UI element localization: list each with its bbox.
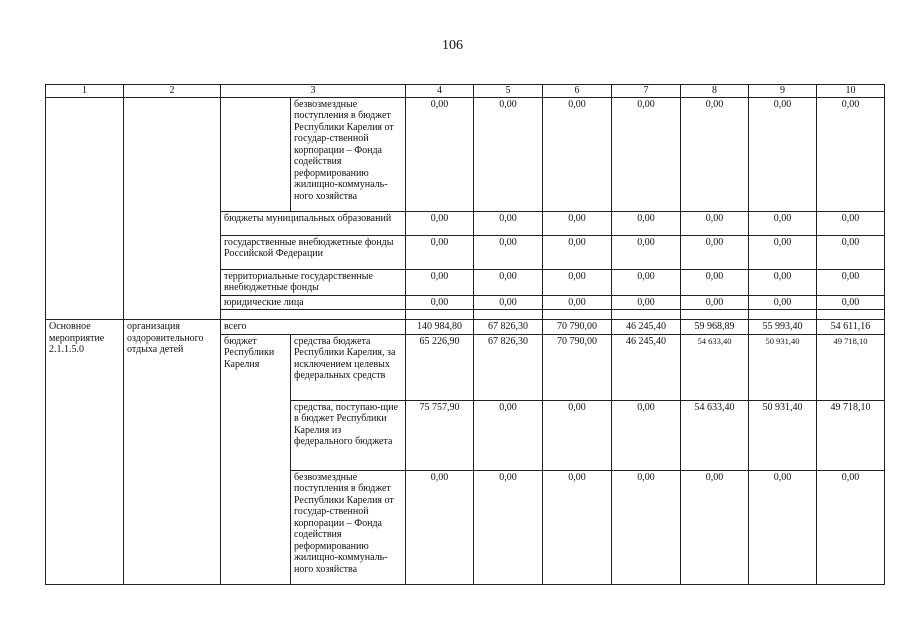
col-header-3: 3 [221,85,406,98]
source-label: юридические лица [221,295,406,310]
value-cell: 0,00 [749,211,817,235]
value-cell: 0,00 [681,269,749,295]
value-cell: 50 931,40 [749,334,817,400]
source-label: безвозмездные поступления в бюджет Республики Карелия от государ-ственной корпорации – Фонда содействия реформированию жилищно-коммуналь-ного хозяйства [291,470,406,584]
table-row [46,97,885,211]
table-header-row [46,85,885,98]
measure-executor: организация оздоровительного отдыха детей [124,320,221,585]
col-header-8: 8 [681,85,749,98]
value-cell: 0,00 [749,235,817,269]
col-header-6: 6 [543,85,612,98]
value-cell: 0,00 [749,97,817,211]
source-label: всего [221,320,406,335]
value-cell: 0,00 [612,97,681,211]
value-cell: 0,00 [406,97,474,211]
value-cell: 0,00 [474,295,543,310]
value-cell: 0,00 [474,269,543,295]
value-cell: 0,00 [681,470,749,584]
page-number: 106 [442,38,463,53]
value-cell: 0,00 [474,400,543,470]
value-cell: 0,00 [543,235,612,269]
value-cell: 0,00 [474,211,543,235]
value-cell: 0,00 [406,470,474,584]
value-cell: 0,00 [817,470,885,584]
value-cell: 0,00 [406,211,474,235]
spacer-cell [612,310,681,320]
value-cell: 46 245,40 [612,320,681,335]
value-cell: 0,00 [543,470,612,584]
value-cell: 0,00 [474,235,543,269]
spacer-cell [681,310,749,320]
spacer-cell [474,310,543,320]
value-cell: 0,00 [543,295,612,310]
value-cell: 0,00 [681,211,749,235]
value-cell: 0,00 [817,235,885,269]
value-cell: 0,00 [749,295,817,310]
executor-cell-prev [124,97,221,320]
value-cell: 140 984,80 [406,320,474,335]
measure-cell-prev [46,97,124,320]
col-header-9: 9 [749,85,817,98]
value-cell: 49 718,10 [817,334,885,400]
value-cell: 49 718,10 [817,400,885,470]
value-cell: 0,00 [543,400,612,470]
value-cell: 0,00 [543,211,612,235]
measure-name: Основное мероприятие 2.1.1.5.0 [46,320,124,585]
value-cell: 0,00 [817,97,885,211]
value-cell: 0,00 [612,400,681,470]
value-cell: 0,00 [406,235,474,269]
spacer-cell [749,310,817,320]
value-cell: 65 226,90 [406,334,474,400]
col-header-10: 10 [817,85,885,98]
source-label: государственные внебюджетные фонды Российской Федерации [221,235,406,269]
value-cell: 0,00 [406,295,474,310]
value-cell: 67 826,30 [474,334,543,400]
value-cell: 75 757,90 [406,400,474,470]
col-header-1: 1 [46,85,124,98]
source-label: безвозмездные поступления в бюджет Республики Карелия от государ-ственной корпорации – Фонда содействия реформированию жилищно-коммуналь-ного хозяйства [291,97,406,211]
col-header-7: 7 [612,85,681,98]
value-cell: 46 245,40 [612,334,681,400]
spacer-cell [406,310,474,320]
col-header-2: 2 [124,85,221,98]
value-cell: 54 611,16 [817,320,885,335]
spacer-cell [817,310,885,320]
value-cell: 0,00 [612,211,681,235]
value-cell: 0,00 [406,269,474,295]
spacer-cell [543,310,612,320]
value-cell: 0,00 [543,269,612,295]
value-cell: 0,00 [681,235,749,269]
value-cell: 55 993,40 [749,320,817,335]
value-cell: 67 826,30 [474,320,543,335]
table-row [46,320,885,335]
col-header-5: 5 [474,85,543,98]
col-header-4: 4 [406,85,474,98]
value-cell: 50 931,40 [749,400,817,470]
value-cell: 59 968,89 [681,320,749,335]
value-cell: 0,00 [612,235,681,269]
budget-table [45,84,885,585]
value-cell: 0,00 [612,470,681,584]
value-cell: 0,00 [612,269,681,295]
value-cell: 0,00 [474,470,543,584]
value-cell: 0,00 [817,295,885,310]
value-cell: 0,00 [681,295,749,310]
source-label: средства, поступаю-щие в бюджет Республики Карелия из федерального бюджета [291,400,406,470]
value-cell: 0,00 [681,97,749,211]
spacer-cell [221,310,406,320]
value-cell: 0,00 [612,295,681,310]
value-cell: 54 633,40 [681,334,749,400]
source-label: бюджеты муниципальных образований [221,211,406,235]
value-cell: 0,00 [817,269,885,295]
value-cell: 54 633,40 [681,400,749,470]
budget-cell-prev [221,97,291,211]
value-cell: 70 790,00 [543,334,612,400]
value-cell: 0,00 [817,211,885,235]
value-cell: 0,00 [474,97,543,211]
value-cell: 70 790,00 [543,320,612,335]
source-label: территориальные государственные внебюджетные фонды [221,269,406,295]
value-cell: 0,00 [749,269,817,295]
budget-label: бюджет Республики Карелия [221,334,291,584]
source-label: средства бюджета Республики Карелия, за исключением целевых федеральных средств [291,334,406,400]
value-cell: 0,00 [749,470,817,584]
value-cell: 0,00 [543,97,612,211]
